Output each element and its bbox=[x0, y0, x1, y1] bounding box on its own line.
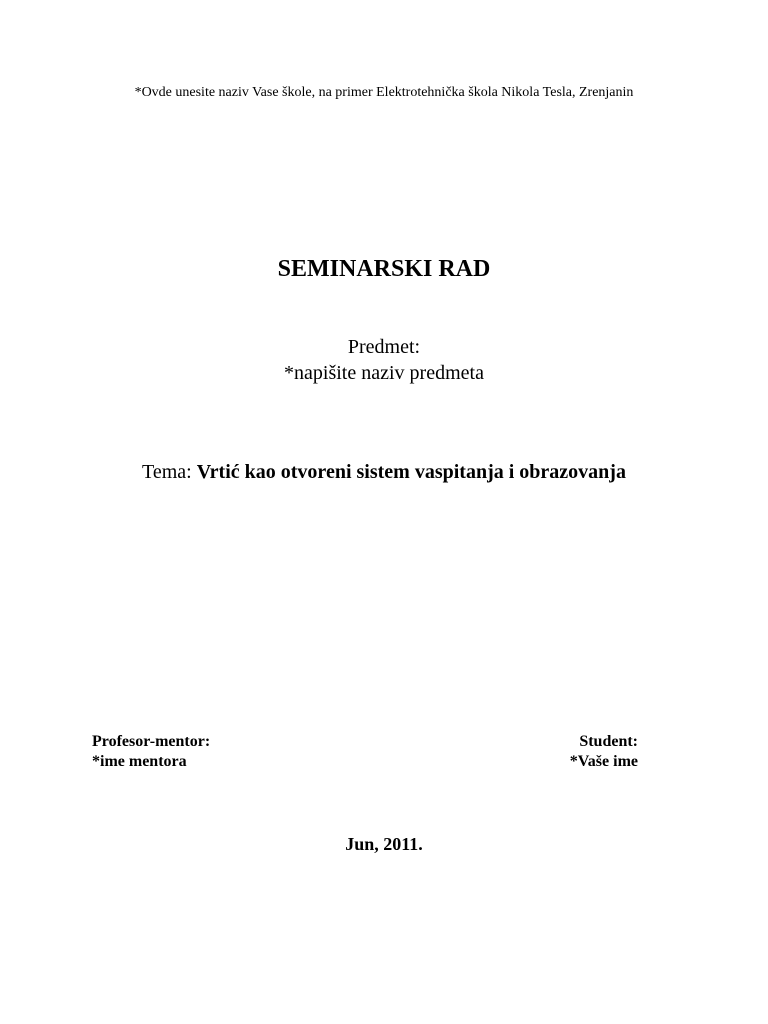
document-title: SEMINARSKI RAD bbox=[277, 256, 491, 282]
topic-value: Vrtić kao otvoreni sistem vaspitanja i obrazovanja bbox=[196, 461, 626, 483]
document-date: Jun, 2011. bbox=[345, 834, 423, 854]
student-label: Student: bbox=[579, 733, 638, 750]
topic-label: Tema: bbox=[142, 461, 197, 483]
school-name-line: *Ovde unesite naziv Vase škole, na primer Elektrotehnička škola Nikola Tesla, Zrenjanin bbox=[134, 85, 634, 100]
subject-label: Predmet: bbox=[347, 336, 421, 358]
mentor-name: *ime mentora bbox=[92, 753, 187, 770]
subject-value: *napišite naziv predmeta bbox=[284, 362, 484, 384]
mentor-label: Profesor-mentor: bbox=[92, 733, 211, 750]
topic-line bbox=[0, 461, 768, 484]
student-name: *Vaše ime bbox=[569, 753, 638, 770]
student-block bbox=[570, 732, 638, 772]
mentor-block bbox=[92, 732, 210, 772]
